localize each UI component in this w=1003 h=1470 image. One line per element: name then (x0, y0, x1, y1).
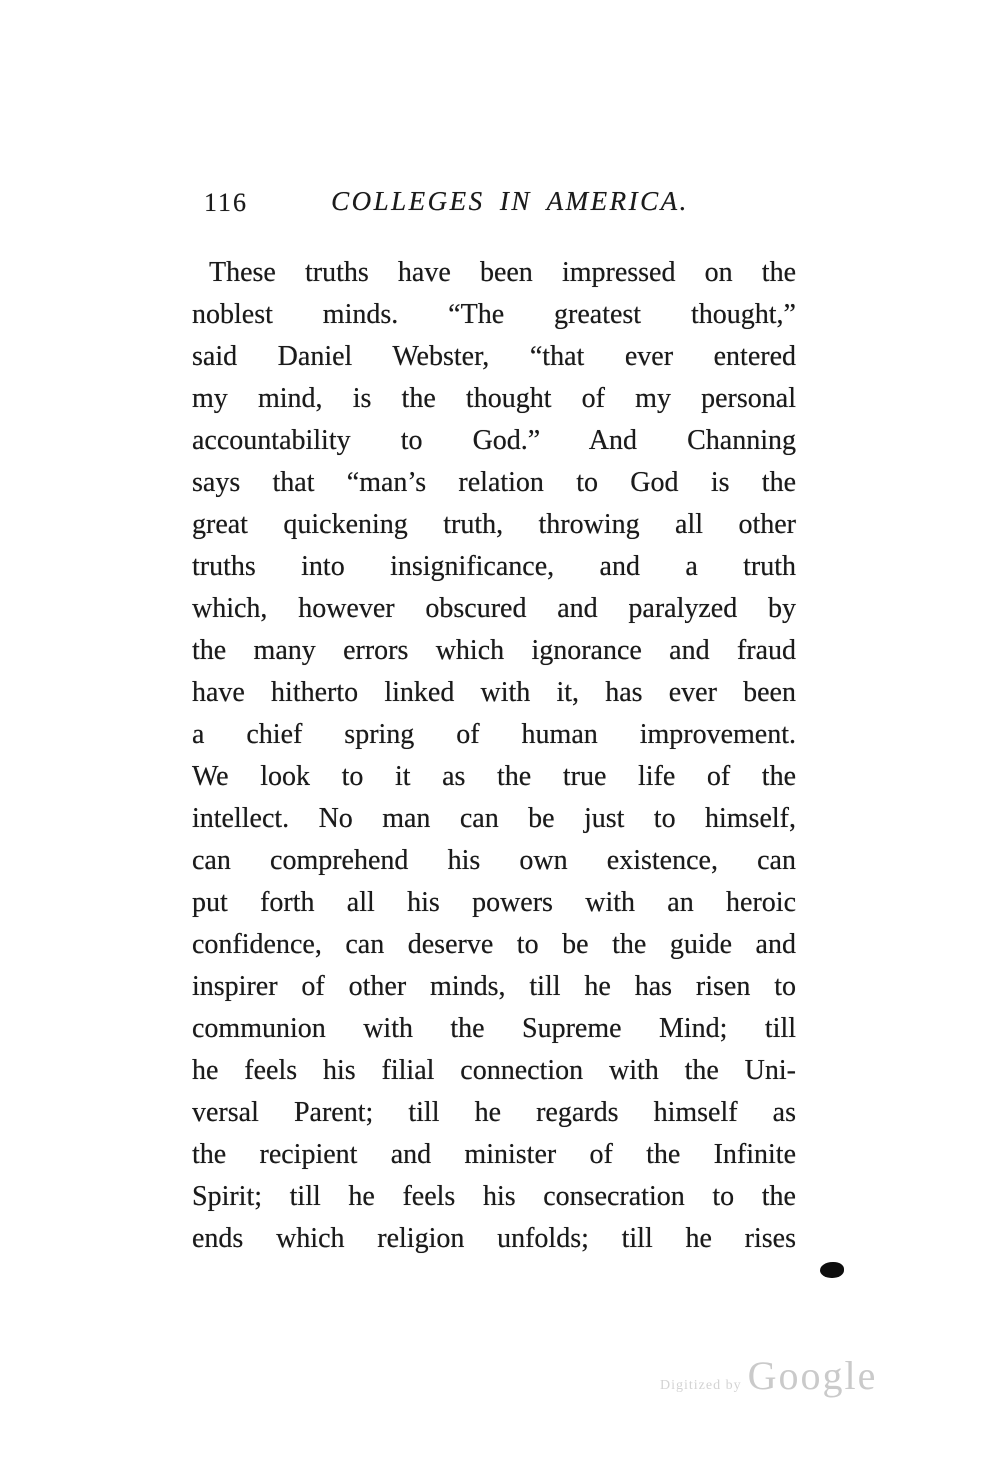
digitized-by-google-watermark (660, 1352, 877, 1399)
text-line: a chief spring of human improvement. (192, 719, 796, 750)
text-line: versal Parent; till he regards himself as (192, 1097, 796, 1128)
text-line: my mind, is the thought of my personal (192, 383, 796, 414)
page-number: 116 (204, 188, 249, 217)
text-line: which, however obscured and paralyzed by (192, 593, 796, 624)
text-line: We look to it as the true life of the (192, 761, 796, 792)
text-line: the recipient and minister of the Infinite (192, 1139, 796, 1170)
text-line: truths into insignificance, and a truth (192, 551, 796, 582)
ink-smudge (820, 1262, 844, 1278)
google-logo: Google (747, 1353, 878, 1398)
text-line: intellect. No man can be just to himself, (192, 803, 796, 834)
running-title: COLLEGES IN AMERICA. (331, 186, 689, 216)
text-line: he feels his filial connection with the Uni- (192, 1055, 796, 1086)
text-line: can comprehend his own existence, can (192, 845, 796, 876)
page-header (192, 186, 798, 220)
text-line: Spirit; till he feels his consecration to the (192, 1181, 796, 1212)
text-line: great quickening truth, throwing all other (192, 509, 796, 540)
text-line: communion with the Supreme Mind; till (192, 1013, 796, 1044)
body-text (192, 252, 796, 1260)
text-line: said Daniel Webster, “that ever entered (192, 341, 796, 372)
text-line: inspirer of other minds, till he has risen to (192, 971, 796, 1002)
text-line: have hitherto linked with it, has ever been (192, 677, 796, 708)
text-line: confidence, can deserve to be the guide and (192, 929, 796, 960)
text-line: accountability to God.” And Channing (192, 425, 796, 456)
text-line: ends which religion unfolds; till he rises (192, 1223, 796, 1254)
text-line: says that “man’s relation to God is the (192, 467, 796, 498)
text-line: the many errors which ignorance and fraud (192, 635, 796, 666)
text-line: noblest minds. “The greatest thought,” (192, 299, 796, 330)
text-line: put forth all his powers with an heroic (192, 887, 796, 918)
text-line: These truths have been impressed on the (209, 257, 796, 288)
digitized-by-label: Digitized by (660, 1378, 742, 1393)
